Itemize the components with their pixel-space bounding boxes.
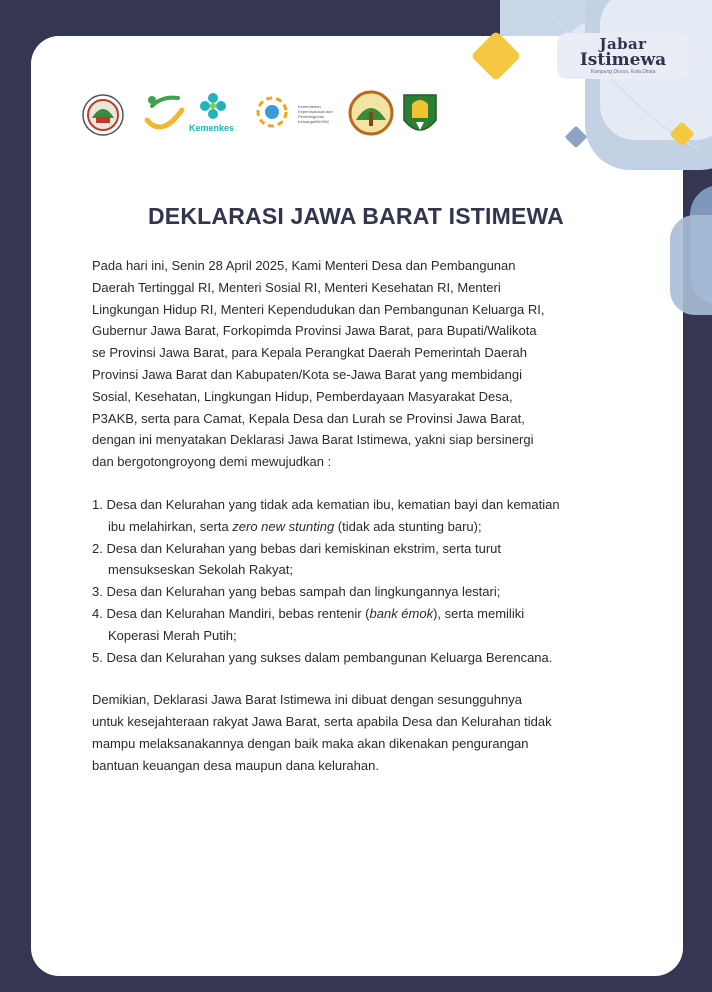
list-item — [92, 647, 632, 669]
closing-line: mampu melaksanakannya dengan baik maka akan dikenakan pengurangan — [92, 735, 529, 751]
closing-line: untuk kesejahteraan rakyat Jawa Barat, serta apabila Desa dan Kelurahan tidak — [92, 714, 552, 730]
list-line: 2. Desa dan Kelurahan yang bebas dari kemiskinan ekstrim, serta turut — [92, 540, 501, 556]
list-line: 3. Desa dan Kelurahan yang bebas sampah dan lingkungannya lestari; — [92, 584, 501, 600]
jawa-barat-logo-icon — [404, 95, 436, 130]
intro-line: Lingkungan Hidup RI, Menteri Kependudukan dan Pembangunan Keluarga RI, — [92, 301, 545, 317]
list-line: mensukseskan Sekolah Rakyat; — [108, 562, 293, 578]
closing-paragraph — [92, 689, 632, 776]
intro-line: Provinsi Jawa Barat dan Kabupaten/Kota se-Jawa Barat yang membidangi — [92, 366, 522, 382]
bkkbn-logo-icon — [258, 98, 286, 126]
kemenkes-logo-icon — [200, 93, 226, 119]
brand-tagline: Kampung Diurus, Kota Ditata — [590, 69, 656, 75]
emphasis-text: zero new stunting — [232, 518, 335, 534]
bkkbn-label: Kementerian Kependudukan dan Pembangunan Keluarga/BKKBN — [298, 104, 333, 124]
text-segment: ibu melahirkan, serta — [108, 518, 233, 534]
page-title: DEKLARASI JAWA BARAT ISTIMEWA — [148, 203, 564, 229]
list-item — [92, 494, 632, 538]
brand-line-1: Jabar — [599, 35, 647, 53]
intro-line: Sosial, Kesehatan, Lingkungan Hidup, Pemberdayaan Masyarakat Desa, — [92, 388, 513, 404]
brand-line-2: Istimewa — [579, 50, 667, 70]
text-segment: ), serta memiliki — [433, 605, 525, 621]
list-item — [92, 603, 632, 647]
intro-line: dengan ini menyatakan Deklarasi Jawa Barat Istimewa, yakni siap bersinergi — [92, 432, 534, 448]
declaration-body — [92, 255, 632, 777]
intro-line: Gubernur Jawa Barat, Forkopimda Provinsi Jawa Barat, para Bupati/Walikota — [92, 323, 537, 339]
commitment-list — [92, 494, 632, 668]
list-line — [92, 516, 632, 538]
intro-line: dan bergotongroyong demi mewujudkan : — [92, 454, 332, 470]
list-line — [92, 603, 632, 625]
text-segment: 4. Desa dan Kelurahan Mandiri, bebas rentenir ( — [92, 605, 370, 621]
list-item — [92, 538, 632, 582]
text-segment: (tidak ada stunting baru); — [334, 518, 482, 534]
list-line: 1. Desa dan Kelurahan yang tidak ada kematian ibu, kematian bayi dan kematian — [92, 496, 560, 512]
kementerian-lhk-logo-icon — [350, 92, 392, 134]
intro-line: P3AKB, serta para Camat, Kepala Desa dan Lurah se Provinsi Jawa Barat, — [92, 410, 525, 426]
intro-line: se Provinsi Jawa Barat, para Kepala Perangkat Daerah Pemerintah Daerah — [92, 345, 528, 361]
emphasis-text: bank émok — [369, 605, 434, 621]
kementerian-desa-logo-icon — [83, 95, 123, 135]
kemenkes-label: Kemenkes — [189, 123, 235, 133]
intro-line: Pada hari ini, Senin 28 April 2025, Kami Menteri Desa dan Pembangunan — [92, 258, 516, 273]
list-item — [92, 581, 632, 603]
kementerian-sosial-logo-icon — [147, 96, 182, 127]
intro-line: Daerah Tertinggal RI, Menteri Sosial RI, Menteri Kesehatan RI, Menteri — [92, 279, 501, 295]
closing-line: Demikian, Deklarasi Jawa Barat Istimewa ini dibuat dengan sesungguhnya — [92, 692, 522, 708]
list-line: Koperasi Merah Putih; — [108, 627, 237, 643]
list-line: 5. Desa dan Kelurahan yang sukses dalam pembangunan Keluarga Berencana. — [92, 649, 553, 665]
intro-paragraph — [92, 255, 632, 473]
closing-line: bantuan keuangan desa maupun dana kelurahan. — [92, 757, 379, 773]
